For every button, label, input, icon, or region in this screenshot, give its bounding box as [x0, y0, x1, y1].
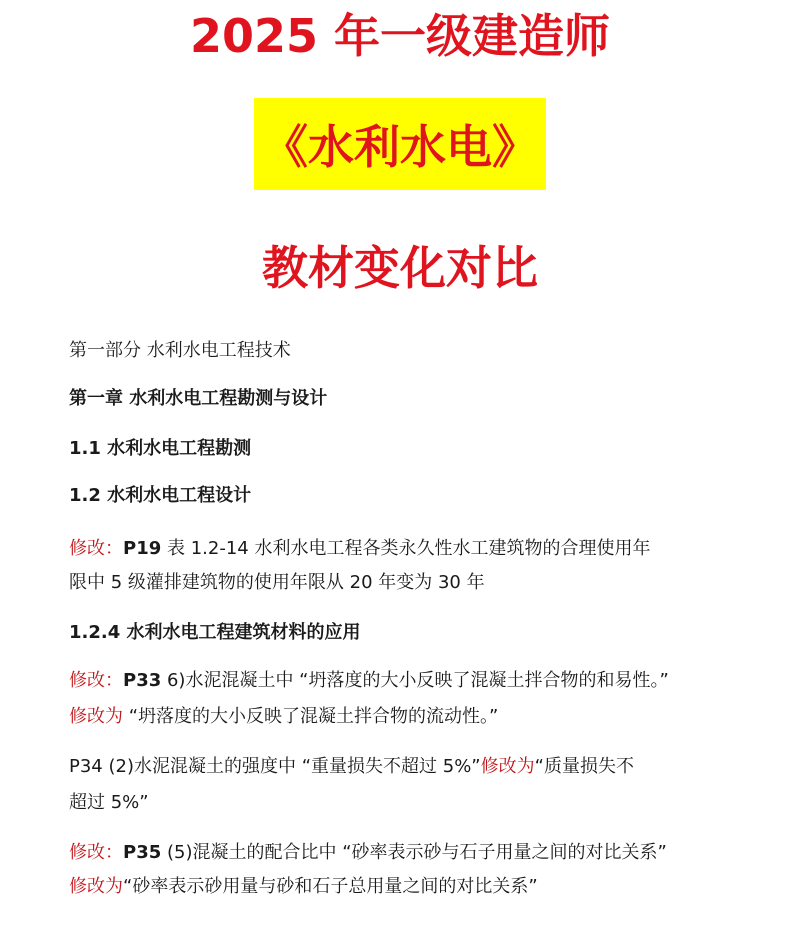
page-ref: P33: [123, 670, 162, 691]
subject-title-highlight: [254, 98, 546, 190]
change-1-line-1: [69, 534, 741, 564]
change-text: 6)水泥混凝土中 “坍落度的大小反映了混凝土拌合物的和易性。”: [161, 670, 669, 691]
change-3-line-2: 超过 5%”: [69, 792, 149, 813]
change-text: P34 (2)水泥混凝土的强度中 “重量损失不超过 5%”: [69, 756, 481, 777]
change-text: 表 1.2-14 水利水电工程各类永久性水工建筑物的合理使用年: [161, 538, 651, 559]
change-4-line-1: [69, 838, 741, 868]
change-3-line-1: [69, 752, 741, 782]
change-4-line-2: [69, 872, 741, 902]
change-text: “质量损失不: [534, 756, 634, 777]
change-text: “坍落度的大小反映了混凝土拌合物的流动性。”: [123, 706, 499, 727]
change-label: 修改：: [69, 842, 123, 863]
change-2-line-2: [69, 702, 741, 732]
change-label: 修改：: [69, 538, 123, 559]
modified-to-label: 修改为: [480, 756, 535, 777]
change-1-line-2: 限中 5 级灌排建筑物的使用年限从 20 年变为 30 年: [69, 572, 485, 593]
subject-title: 《水利水电》: [262, 120, 538, 174]
change-text: (5)混凝土的配合比中 “砂率表示砂与石子用量之间的对比关系”: [161, 842, 667, 863]
page-ref: P19: [123, 538, 162, 559]
modified-to-label: 修改为: [69, 876, 123, 897]
change-2-line-1: [69, 666, 741, 696]
page-ref: P35: [123, 842, 162, 863]
modified-to-label: 修改为: [69, 706, 123, 727]
chapter-heading: 第一章 水利水电工程勘测与设计: [69, 388, 328, 409]
document-title: 2025 年一级建造师: [189, 9, 611, 63]
section-1-2-heading: 1.2 水利水电工程设计: [69, 485, 252, 506]
change-text: “砂率表示砂用量与砂和石子总用量之间的对比关系”: [123, 876, 538, 897]
section-1-1-heading: 1.1 水利水电工程勘测: [69, 438, 252, 459]
part-heading: 第一部分 水利水电工程技术: [69, 340, 291, 361]
section-1-2-4-heading: 1.2.4 水利水电工程建筑材料的应用: [69, 622, 361, 643]
comparison-title: 教材变化对比: [262, 241, 538, 295]
change-label: 修改：: [69, 670, 123, 691]
